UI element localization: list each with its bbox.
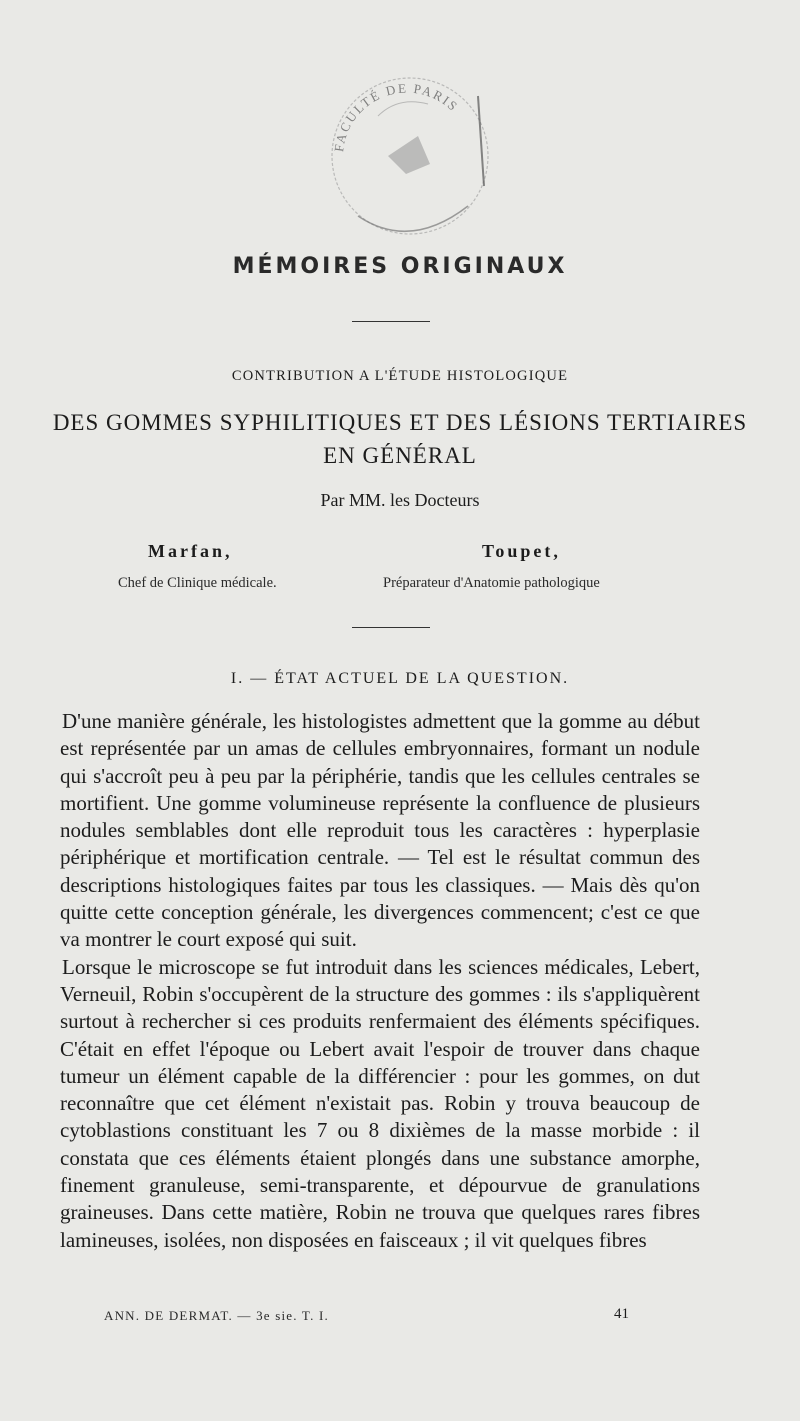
section-title: MÉMOIRES ORIGINAUX: [232, 254, 568, 279]
running-footer-journal: ANN. DE DERMAT. — 3e sie. T. I.: [104, 1308, 329, 1323]
contribution-line: CONTRIBUTION A L'ÉTUDE HISTOLOGIQUE: [231, 368, 569, 384]
byline: Par MM. les Docteurs: [320, 490, 480, 510]
paragraph-2: Lorsque le microscope se fut introduit dans les sciences médicales, Lebert, Verneuil, Robin s'occupèrent de la structure des gommes : ils s'appliquèrent surtout à rechercher si ces produits renfermaient des éléments spécifiques. C'était en effet l'époque ou Lebert avait l'espoir de trouver dans chaque tumeur un élément capable de la différencier : pour les gommes, on dut reconnaître que cet élément n'existait pas. Robin y trouva beaucoup de cytoblastions constituant les 7 ou 8 dixièmes de la masse morbide : il constata que ces éléments étaient plongés dans une substance amorphe, finement granuleuse, semi-transparente, et dépourvue de granulations graineuses. Dans cette matière, Robin ne trouva que quelques rares fibres lamineuses, isolées, non disposées en faisceaux ; il vit quelques fibres: [60, 954, 700, 1252]
author-role-toupet: Préparateur d'Anatomie pathologique: [383, 575, 600, 591]
article-body: [60, 708, 700, 1254]
section-heading: I. — ÉTAT ACTUEL DE LA QUESTION.: [230, 670, 570, 687]
page-number: 41: [614, 1306, 629, 1322]
article-title-line-1: DES GOMMES SYPHILITIQUES ET DES LÉSIONS TERTIAIRES: [52, 410, 748, 435]
article-title: [0, 406, 800, 472]
divider-top: [352, 321, 430, 322]
author-role-marfan: Chef de Clinique médicale.: [118, 575, 277, 591]
article-title-line-2: EN GÉNÉRAL: [323, 443, 477, 468]
svg-text:FACULTÉ DE PARIS: FACULTÉ DE PARIS: [331, 80, 462, 153]
author-name-toupet: Toupet,: [482, 541, 561, 561]
library-stamp: [318, 56, 494, 246]
author-name-marfan: Marfan,: [148, 541, 233, 561]
divider-middle: [352, 627, 430, 628]
paragraph-1: D'une manière générale, les histologistes admettent que la gomme au début est représentée par un amas de cellules embryonnaires, formant un nodule qui s'accroît peu à peu par la périphérie, tandis que les cellules centrales se mortifient. Une gomme volumineuse représente la confluence de plusieurs nodules semblables dont elle reproduit tous les caractères : hyperplasie périphérique et mortification centrale. — Tel est le résultat commun des descriptions histologiques faites par tous les classiques. — Mais dès qu'on quitte cette conception générale, les divergences commencent; c'est ce que va montrer le court exposé qui suit.: [60, 709, 700, 952]
